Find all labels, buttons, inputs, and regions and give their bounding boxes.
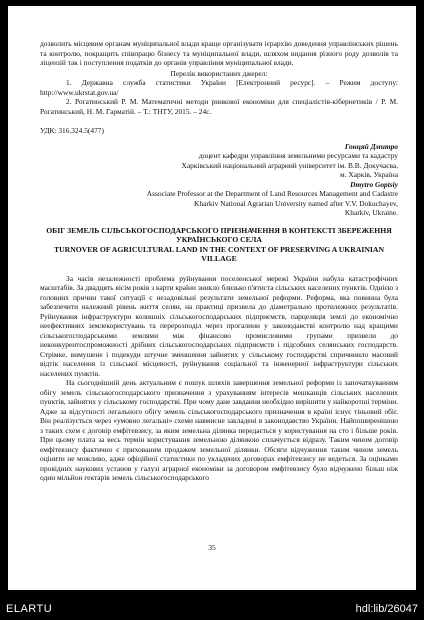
- footer-repository-label: ELARTU: [6, 603, 53, 615]
- article-title-ua: ОБІГ ЗЕМЕЛЬ СІЛЬСЬКОГОСПОДАРСЬКОГО ПРИЗНАЧЕННЯ В КОНТЕКСТІ ЗБЕРЕЖЕННЯ УКРАЇНСЬКОГО СЕЛА: [46, 225, 392, 244]
- author-city-ua: м. Харків, Україна: [340, 170, 398, 179]
- author-city-en: Kharkiv, Ukraine.: [344, 208, 398, 217]
- document-page: [8, 6, 416, 590]
- author-name-ua: Гонцяй Дмитро: [344, 141, 398, 151]
- author-university-ua: Харківський національний аграрний університет ім. В.В. Докучаєва,: [181, 160, 398, 170]
- body-paragraph-2: На сьогоднішній день актуальним є пошук шляхів завершення земельної реформи із започаткуванням обігу земель сільськогосподарського призначення з урахуванням інтересів мешканців сільських населених пунктів, зайнятих у сільському господарстві. При чому дане завдання необхідно вирішити у найкоротші терміни. Адже за відсутності легального обігу земель сільськогосподарського призначення в країні існує тіньовий обіг. Він реалізується через «умовно легальні» схеми навмисне закладені в законодавство України. Найпоширенішою з таких схем є договір емфітевзису, за яким земельна ділянка передається у користування на сто і більше років. При цьому плата за весь термін користування земельною ділянкою сплачується відразу. Таким чином договір емфітевзису фактично є прихованим продажем земельної ділянки. Обсяги відчуження таким чином земель оцінити не можливо, адже офіційної статистики по укладених договорах емфітевзису не ведеться. За оцінками провідних наукових установ у галузі аграрної економіки за договором емфітевзису було відчужено більш ніж один мільйон гектарів земель сільськогосподарського: [40, 378, 398, 482]
- udk-code: УДК: 316.324.5(477): [40, 126, 104, 135]
- page-number: 35: [208, 543, 216, 552]
- reference-item-2: 2. Рогатинський Р. М. Математичні методи ринкової економіки для спеціалістів-кібернетиків / Р. М. Рогатинський, Н. М. Гарматій. – Т.: ТНТУ, 2015. – 24с.: [40, 97, 398, 116]
- references-title: Перелік використаних джерел:: [170, 68, 268, 78]
- article-title-en: TURNOVER OF AGRICULTURAL LAND IN THE CONTEXT OF PRESERVING A UKRAINIAN VILLAGE: [53, 244, 385, 263]
- page-content: [40, 39, 398, 483]
- author-university-en: Kharkiv National Agrarian University named after V.V. Dokuchayev,: [194, 198, 398, 208]
- footer-handle-label: hdl:lib/26047: [355, 603, 418, 615]
- author-block-en: [40, 180, 398, 218]
- author-position-en: Associate Professor at the Department of Land Resources Management and Cadastre: [146, 189, 398, 198]
- author-name-en: Dmytro Goptsiy: [350, 179, 398, 189]
- body-paragraph-1: За часів незалежності проблема руйнування поселенської мережі України набула катастрофічних масштабів. За двадцять вісім років з карти країни зникло близько п'ятиста сільських населених пунктів. Однією з головних причин такої ситуації є незадовільні результати земельної реформи. Реформа, яка повинна була забезпечити належний рівень життя селян, на практиці призвела до діаметрально протилежних результатів. Руйнування інфраструктури колишніх сільськогосподарських підприємств, парцеляція землі до економічно неефективних землекористувань та перерозподіл через прогалини у законодавстві контролю над кращими сільськогосподарськими землями між фінансово промисловими групами призвели до неконкурентоспроможності дрібних сільськогосподарських підприємств і підсобних селянських господарств. Стрімке, вимушене і подекуди штучне зменшення зайнятих у сільському господарстві спричинило масовий відтік населення із сільської місцевості, руйнування соціальної та інженерної інфраструктури сільських населених пунктів.: [40, 273, 398, 378]
- author-block-ua: [40, 142, 398, 180]
- top-paragraph: дозволить місцевим органам муніципальної влади краще організувати ієрархію доведення управлінських рішень та контролю, покращить співпрацю бізнесу та муніципальної влади, шляхом видання різного роду дозволів та ліцензій так і поступлення податків до органів управління муніципальної влади.: [40, 39, 398, 67]
- reference-item-1: 1. Державна служба статистики України [Електронний ресурс]. – Режим доступу: http://www.ukrstat.gov.ua/: [40, 78, 398, 97]
- author-position-ua: доцент кафедри управління земельними ресурсами та кадастру: [198, 151, 398, 160]
